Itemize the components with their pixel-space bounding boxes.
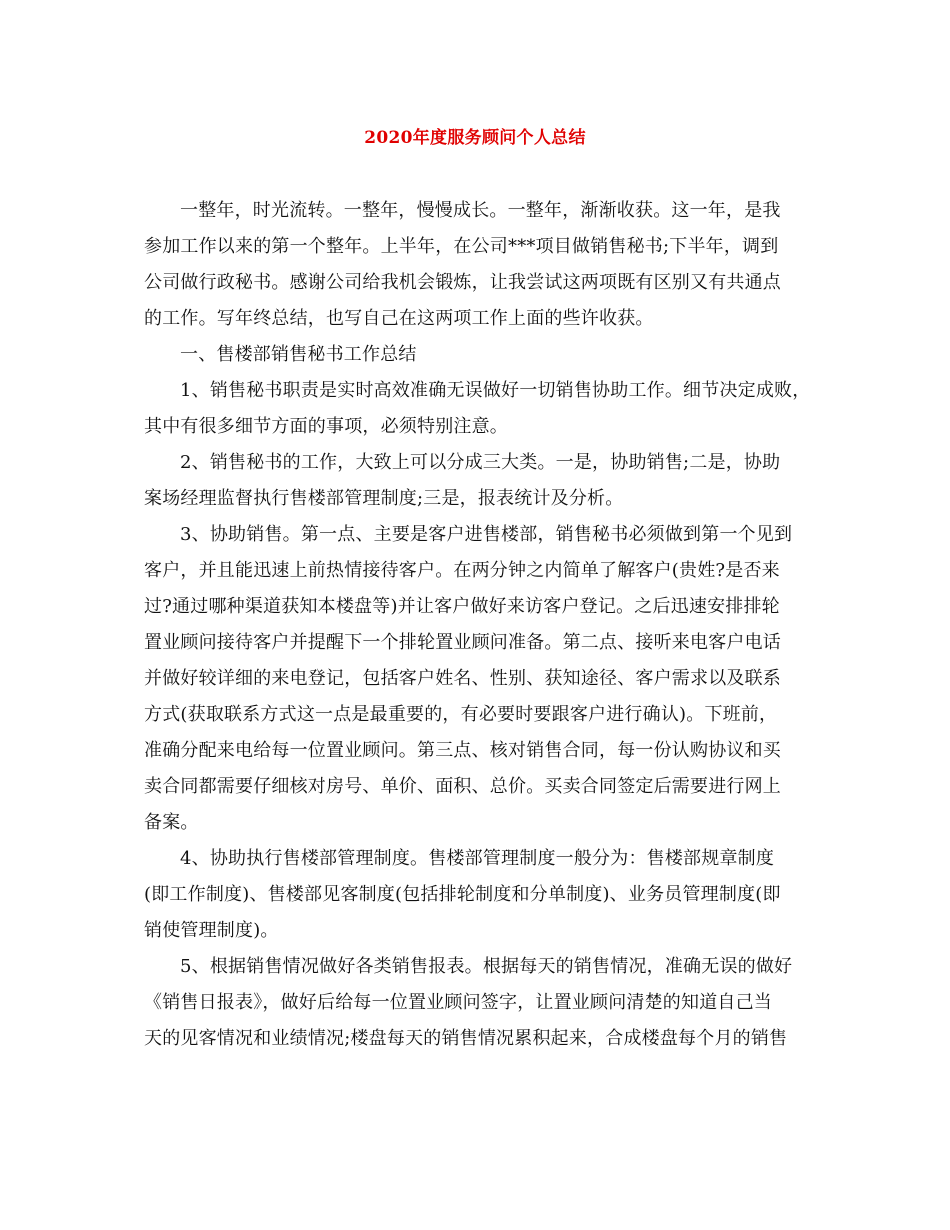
paragraph-line: 天的见客情况和业绩情况;楼盘每天的销售情况累积起来，合成楼盘每个月的销售 bbox=[144, 1028, 788, 1049]
paragraph-line: 的工作。写年终总结，也写自己在这两项工作上面的些许收获。 bbox=[144, 308, 654, 329]
paragraph-line: 《销售日报表》，做好后给每一位置业顾问签字，让置业顾问清楚的知道自己当 bbox=[144, 992, 772, 1013]
paragraph-line: 3、协助销售。第一点、主要是客户进售楼部，销售秘书必须做到第一个见到 bbox=[180, 524, 793, 545]
paragraph-line: 客户，并且能迅速上前热情接待客户。在两分钟之内简单了解客户(贵姓?是否来 bbox=[144, 560, 780, 581]
paragraph-line: 1、销售秘书职责是实时高效准确无误做好一切销售协助工作。细节决定成败， bbox=[180, 380, 811, 401]
paragraph-line: 一整年，时光流转。一整年，慢慢成长。一整年，渐渐收获。这一年，是我 bbox=[180, 200, 781, 221]
document-title: 2020年度服务顾问个人总结 bbox=[364, 128, 586, 148]
paragraph-line: 其中有很多细节方面的事项，必须特别注意。 bbox=[144, 416, 508, 437]
paragraph-line: 4、协助执行售楼部管理制度。售楼部管理制度一般分为：售楼部规章制度 bbox=[180, 848, 775, 869]
paragraph-line: 案场经理监督执行售楼部管理制度;三是，报表统计及分析。 bbox=[144, 488, 624, 509]
paragraph-line: 公司做行政秘书。感谢公司给我机会锻炼，让我尝试这两项既有区别又有共通点 bbox=[144, 272, 781, 293]
paragraph-line: 2、销售秘书的工作，大致上可以分成三大类。一是，协助销售;二是，协助 bbox=[180, 452, 781, 473]
paragraph-line: 5、根据销售情况做好各类销售报表。根据每天的销售情况，准确无误的做好 bbox=[180, 956, 793, 977]
paragraph-line: 销使管理制度)。 bbox=[144, 920, 279, 941]
paragraph-line: 准确分配来电给每一位置业顾问。第三点、核对销售合同，每一份认购协议和买 bbox=[144, 740, 781, 761]
paragraph-line: 方式(获取联系方式这一点是最重要的，有必要时要跟客户进行确认)。下班前， bbox=[144, 704, 778, 725]
paragraph-line: 参加工作以来的第一个整年。上半年，在公司***项目做销售秘书;下半年，调到 bbox=[144, 236, 779, 257]
paragraph-line: 置业顾问接待客户并提醒下一个排轮置业顾问准备。第二点、接听来电客户电话 bbox=[144, 632, 781, 653]
paragraph-line: 过?通过哪种渠道获知本楼盘等)并让客户做好来访客户登记。之后迅速安排排轮 bbox=[144, 596, 780, 617]
paragraph-line: 卖合同都需要仔细核对房号、单价、面积、总价。买卖合同签定后需要进行网上 bbox=[144, 776, 781, 797]
section-heading: 一、售楼部销售秘书工作总结 bbox=[180, 344, 417, 365]
document-body bbox=[144, 193, 811, 1057]
paragraph-line: (即工作制度)、售楼部见客制度(包括排轮制度和分单制度)、业务员管理制度(即 bbox=[144, 884, 781, 905]
paragraph-line: 备案。 bbox=[144, 812, 199, 833]
paragraph-line: 并做好较详细的来电登记，包括客户姓名、性别、获知途径、客户需求以及联系 bbox=[144, 668, 781, 689]
